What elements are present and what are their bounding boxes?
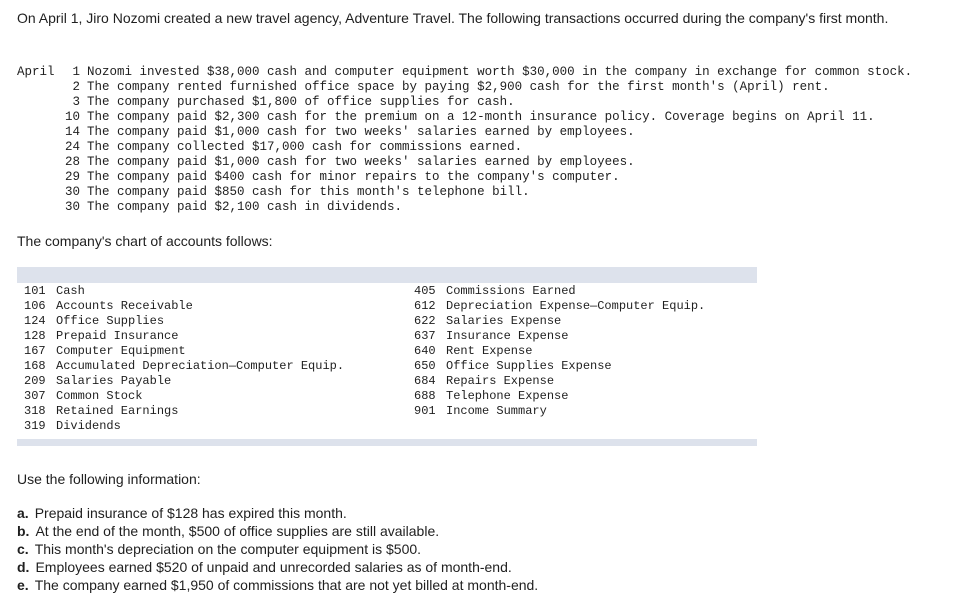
account-item [414,359,705,374]
info-heading: Use the following information: [17,471,201,487]
transaction-day: 30 [64,200,80,214]
account-number: 612 [414,299,436,313]
transaction-day: 24 [64,140,80,154]
account-number: 622 [414,314,436,328]
info-item-text: Prepaid insurance of $128 has expired this month. [34,505,347,521]
transaction-item [54,110,912,125]
account-name: Salaries Expense [446,314,562,328]
chart-of-accounts-heading: The company's chart of accounts follows: [17,233,273,249]
account-name: Insurance Expense [446,329,569,343]
account-item [24,329,344,344]
transaction-day: 29 [64,170,80,184]
transaction-text: The company paid $2,300 cash for the premium on a 12-month insurance policy. Coverage begins on April 11. [87,110,875,124]
account-name: Accumulated Depreciation—Computer Equip. [56,359,345,373]
info-item [17,558,538,576]
info-item-text: This month's depreciation on the computer equipment is $500. [34,541,422,557]
transaction-text: The company paid $1,000 cash for two weeks' salaries earned by employees. [87,125,635,139]
table-header-bar [17,267,757,283]
account-number: 319 [24,419,46,433]
transaction-item [54,140,912,155]
transaction-item [54,185,912,200]
account-name: Repairs Expense [446,374,555,388]
account-name: Cash [56,284,85,298]
account-name: Common Stock [56,389,143,403]
account-name: Office Supplies Expense [446,359,612,373]
transaction-text: The company collected $17,000 cash for commissions earned. [87,140,523,154]
account-item [414,314,705,329]
transaction-item [54,125,912,140]
account-name: Depreciation Expense—Computer Equip. [446,299,706,313]
account-item [24,284,344,299]
account-item [414,404,705,419]
info-item-text: Employees earned $520 of unpaid and unrecorded salaries as of month-end. [35,559,512,575]
info-item-letter: d. [17,559,30,575]
account-name: Retained Earnings [56,404,179,418]
account-item [24,374,344,389]
account-name: Accounts Receivable [56,299,193,313]
account-name: Rent Expense [446,344,533,358]
accounts-column-left [24,284,344,434]
transaction-item [54,65,912,80]
account-name: Computer Equipment [56,344,186,358]
account-item [24,419,344,434]
transaction-day: 14 [64,125,80,139]
transaction-item [54,200,912,215]
transaction-day: 3 [72,95,80,109]
info-item [17,576,538,594]
account-item [414,389,705,404]
account-number: 307 [24,389,46,403]
account-number: 650 [414,359,436,373]
account-number: 128 [24,329,46,343]
transaction-day: 1 [72,65,80,79]
account-item [24,359,344,374]
info-item-text: At the end of the month, $500 of office supplies are still available. [35,523,440,539]
account-item [24,404,344,419]
account-name: Office Supplies [56,314,165,328]
account-name: Dividends [56,419,121,433]
info-item-letter: e. [17,577,29,593]
transaction-text: Nozomi invested $38,000 cash and computer equipment worth $30,000 in the company in exchange for common stock. [87,65,913,79]
transaction-day: 10 [64,110,80,124]
transaction-day: 28 [64,155,80,169]
accounts-column-right [414,284,705,419]
transaction-text: The company purchased $1,800 of office supplies for cash. [87,95,515,109]
chart-of-accounts-table [17,267,757,447]
transaction-text: The company paid $1,000 cash for two weeks' salaries earned by employees. [87,155,635,169]
account-item [24,344,344,359]
account-number: 209 [24,374,46,388]
intro-paragraph: On April 1, Jiro Nozomi created a new travel agency, Adventure Travel. The following transactions occurred during the company's first month. [17,10,889,26]
account-number: 124 [24,314,46,328]
account-name: Income Summary [446,404,547,418]
account-item [24,389,344,404]
transaction-day: 2 [72,80,80,94]
info-item [17,504,538,522]
account-number: 637 [414,329,436,343]
transaction-text: The company paid $400 cash for minor repairs to the company's computer. [87,170,620,184]
account-number: 901 [414,404,436,418]
account-number: 684 [414,374,436,388]
account-item [24,299,344,314]
adjustment-info-list [17,504,538,594]
account-number: 167 [24,344,46,358]
transaction-day: 30 [64,185,80,199]
info-item-letter: a. [17,505,29,521]
account-number: 688 [414,389,436,403]
info-item [17,540,538,558]
account-item [414,299,705,314]
account-number: 318 [24,404,46,418]
transaction-item [54,80,912,95]
account-name: Prepaid Insurance [56,329,179,343]
transaction-text: The company paid $850 cash for this month's telephone bill. [87,185,530,199]
account-number: 405 [414,284,436,298]
transactions-month-label: April [17,65,55,79]
account-name: Telephone Expense [446,389,569,403]
account-number: 106 [24,299,46,313]
account-item [414,344,705,359]
transactions-list [54,65,912,215]
account-name: Commissions Earned [446,284,576,298]
info-item-letter: c. [17,541,29,557]
transaction-text: The company paid $2,100 cash in dividends. [87,200,403,214]
transaction-item [54,155,912,170]
account-number: 101 [24,284,46,298]
info-item [17,522,538,540]
account-number: 640 [414,344,436,358]
info-item-letter: b. [17,523,30,539]
info-item-text: The company earned $1,950 of commissions that are not yet billed at month-end. [34,577,539,593]
account-item [414,284,705,299]
account-item [414,374,705,389]
account-number: 168 [24,359,46,373]
account-item [414,329,705,344]
account-name: Salaries Payable [56,374,172,388]
account-item [24,314,344,329]
transaction-text: The company rented furnished office space by paying $2,900 cash for the first month's (April) rent. [87,80,830,94]
table-footer-bar [17,439,757,446]
transaction-item [54,170,912,185]
transaction-item [54,95,912,110]
